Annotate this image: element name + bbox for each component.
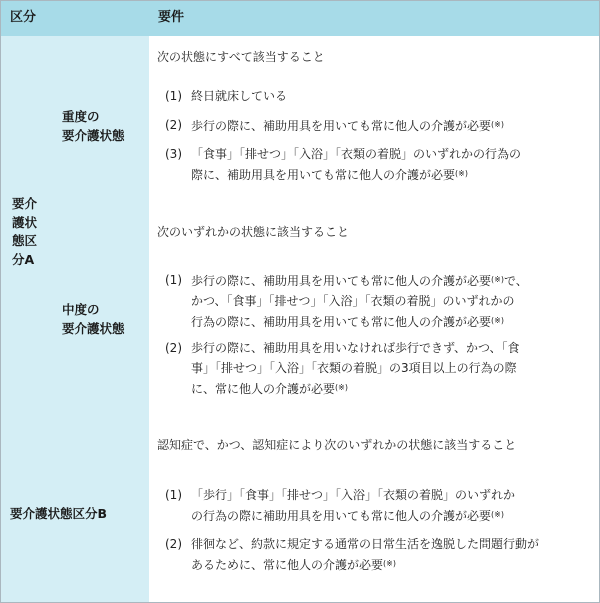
moderate-label: 中度の 要介護状態 (62, 302, 125, 336)
header-requirement-label: 要件 (158, 10, 185, 25)
asterisk-note: (※) (455, 169, 468, 178)
asterisk-note: (※) (491, 510, 504, 519)
asterisk-note: (※) (335, 383, 348, 392)
asterisk-note: (※) (491, 120, 504, 129)
asterisk-note: (※) (491, 316, 504, 325)
severe-lead: 次の状態にすべて該当すること (157, 50, 325, 64)
asterisk-note: (※) (491, 275, 504, 284)
group-b-label: 要介護状態区分B (10, 506, 108, 521)
asterisk-note: (※) (383, 559, 396, 568)
header-requirement-cell (149, 0, 600, 37)
group-a-label: 要介 護状 態区 分A (12, 196, 38, 267)
requirements-table: 区分 要件 要介 護状 態区 分A 重度の 要介護状態 中度の 要介護状態 要介護状態区分B 次の状態にすべて該当すること (1) 終日就床している (2) 歩行の際に、補助用具を用いても常に他人の介護が必要(※) (3) 「食事」「排せつ」「入浴」「衣類の着脱」のいずれかの行為の 際に、補助用具を用いても常に他人の介護が必要(※) 次のいずれかの状態に該当すること (1) 歩行の際に、補助用具を用いても常に他人の介護が必要(※)で、 かつ、「食事」「排せつ」「入浴」「衣類の着脱」のいずれかの 行為の際に、補助用具を用いても常に他人の介護が必要(※) (2) 歩行の際に、補助用具を用いなければ歩行できず、かつ、「食 事」「排せつ」「入浴」「衣類の着脱」の3項目以上の行為の際 に、常に他人の介護が必要(※) 認知症で、かつ、認知症により次のいずれかの状態に該当すること (1) 「歩行」「食事」「排せつ」「入浴」「衣類の着脱」のいずれか の行為の際に補助用具を用いても常に他人の介護が必要(※) (2) 徘徊など、約款に規定する通常の日常生活を逸脱した問題行動が あるために、常に他人の介護が必要(※) (0, 0, 600, 603)
severe-label: 重度の 要介護状態 (62, 109, 125, 143)
group-b-lead: 認知症で、かつ、認知症により次のいずれかの状態に該当すること (157, 438, 517, 452)
moderate-lead: 次のいずれかの状態に該当すること (157, 225, 350, 239)
header-category-label: 区分 (10, 10, 37, 25)
